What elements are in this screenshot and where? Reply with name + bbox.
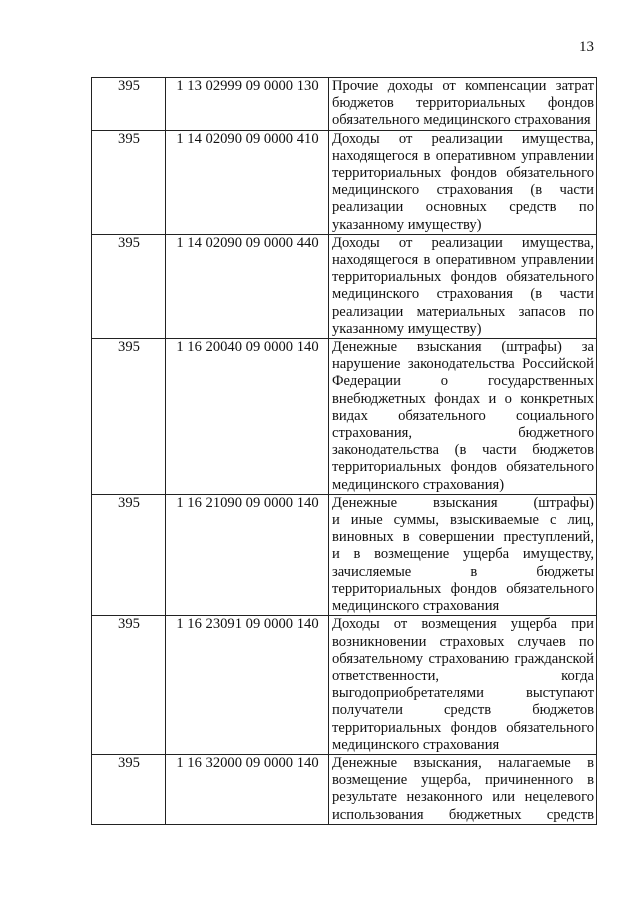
- income-name-line: находящегося в оперативном управлении: [332, 147, 594, 164]
- income-name-line: Денежные взыскания (штрафы): [332, 494, 594, 511]
- table-row: [92, 130, 597, 234]
- income-name-cell: [329, 130, 597, 234]
- income-name-line: результате незаконного или нецелевого: [332, 789, 594, 806]
- admin-code-cell: 395: [92, 234, 166, 338]
- table-row: [92, 616, 597, 755]
- income-name-line: виновных в совершении преступлений,: [332, 529, 594, 546]
- income-name-line: медицинского страхования: [332, 598, 500, 615]
- income-name-line: Доходы от реализации имущества,: [332, 130, 594, 147]
- income-name-line: Денежные взыскания (штрафы) за: [332, 339, 594, 356]
- income-name-line: страхования, бюджетного: [332, 425, 594, 442]
- income-name-line: территориальных фондов обязательного: [332, 459, 594, 476]
- income-name-line: территориальных фондов обязательного: [332, 580, 594, 597]
- income-name-line: бюджетов территориальных фондов: [332, 95, 594, 112]
- income-name-line: зачисляемые в бюджеты: [332, 563, 594, 580]
- income-name-line: и иные суммы, взыскиваемые с лиц,: [332, 512, 594, 529]
- income-name-line: Прочие доходы от компенсации затрат: [332, 78, 594, 94]
- table-row: [92, 234, 597, 338]
- income-name-line: выгодоприобретателями выступают: [332, 685, 594, 702]
- table-row: [92, 339, 597, 495]
- income-name-cell: [329, 494, 597, 615]
- budget-code-cell: 1 16 21090 09 0000 140: [166, 494, 329, 615]
- income-name-cell: [329, 78, 597, 131]
- income-name-line: обязательного медицинского страхования: [332, 112, 591, 129]
- admin-code-cell: 395: [92, 130, 166, 234]
- income-name-line: видах обязательного социального: [332, 407, 594, 424]
- admin-code-cell: 395: [92, 616, 166, 755]
- admin-code-cell: 395: [92, 78, 166, 131]
- page-number: 13: [579, 39, 594, 55]
- income-name-line: Денежные взыскания, налагаемые в: [332, 754, 594, 771]
- table-row: [92, 494, 597, 615]
- income-name-line: возмещение ущерба, причиненного в: [332, 772, 594, 789]
- budget-code-cell: 1 16 20040 09 0000 140: [166, 339, 329, 495]
- income-name-line: реализации основных средств по: [332, 199, 594, 216]
- admin-code-cell: 395: [92, 754, 166, 824]
- budget-code-cell: 1 13 02999 09 0000 130: [166, 78, 329, 131]
- table-body: [92, 78, 597, 825]
- budget-code-cell: 1 14 02090 09 0000 440: [166, 234, 329, 338]
- income-name-line: возникновении страховых случаев по: [332, 633, 594, 650]
- income-name-line: ответственности, когда: [332, 667, 594, 684]
- table-row: [92, 78, 597, 131]
- income-name-line: территориальных фондов обязательного: [332, 165, 594, 182]
- income-name-line: находящегося в оперативном управлении: [332, 252, 594, 269]
- income-name-line: указанному имуществу): [332, 216, 482, 233]
- income-name-line: территориальных фондов обязательного: [332, 269, 594, 286]
- admin-code-cell: 395: [92, 339, 166, 495]
- income-name-line: Доходы от реализации имущества,: [332, 234, 594, 251]
- budget-code-cell: 1 16 32000 09 0000 140: [166, 754, 329, 824]
- income-name-cell: [329, 339, 597, 495]
- budget-code-cell: 1 16 23091 09 0000 140: [166, 616, 329, 755]
- income-name-line: медицинского страхования (в части: [332, 182, 594, 199]
- income-name-line: использования бюджетных средств: [332, 806, 594, 823]
- admin-code-cell: 395: [92, 494, 166, 615]
- income-name-line: законодательства (в части бюджетов: [332, 442, 594, 459]
- income-name-line: медицинского страхования (в части: [332, 286, 594, 303]
- income-name-line: обязательному страхованию гражданской: [332, 650, 594, 667]
- income-name-line: медицинского страхования: [332, 736, 500, 753]
- income-name-cell: [329, 234, 597, 338]
- income-name-line: внебюджетных фондах и о конкретных: [332, 390, 594, 407]
- table-row: [92, 754, 597, 824]
- income-name-line: реализации материальных запасов по: [332, 303, 594, 320]
- income-name-line: медицинского страхования): [332, 476, 505, 493]
- income-name-cell: [329, 754, 597, 824]
- income-name-cell: [329, 616, 597, 755]
- income-name-line: указанному имуществу): [332, 320, 482, 337]
- income-name-line: нарушение законодательства Российской: [332, 356, 594, 373]
- income-name-line: и в возмещение ущерба имуществу,: [332, 546, 594, 563]
- income-name-line: территориальных фондов обязательного: [332, 719, 594, 736]
- income-name-line: получатели средств бюджетов: [332, 702, 594, 719]
- budget-code-table: [91, 77, 597, 825]
- income-name-line: Доходы от возмещения ущерба при: [332, 616, 594, 633]
- income-name-line: Федерации о государственных: [332, 373, 594, 390]
- budget-code-cell: 1 14 02090 09 0000 410: [166, 130, 329, 234]
